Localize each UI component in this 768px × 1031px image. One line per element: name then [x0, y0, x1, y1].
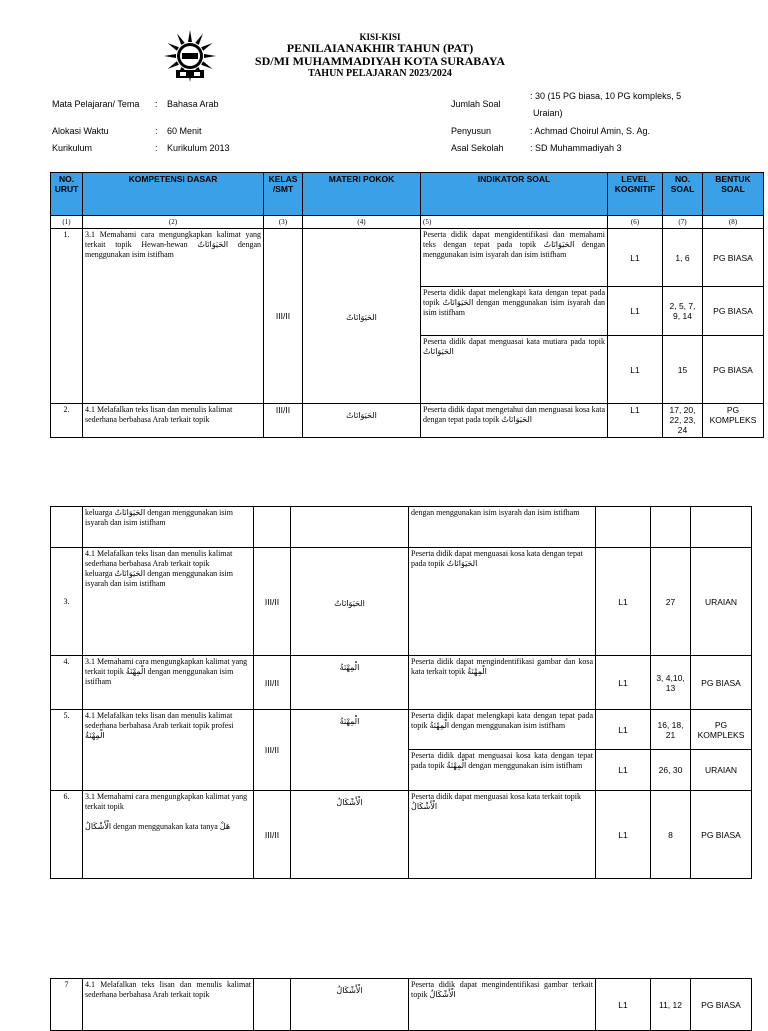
column-number: (3): [264, 216, 303, 229]
table-row: [51, 656, 752, 710]
column-header: NO. SOAL: [663, 173, 703, 216]
question-number-cell: 16, 18, 21: [651, 710, 691, 750]
meta-count-value-2: Uraian): [533, 108, 563, 118]
question-type-cell: PG BIASA: [703, 287, 764, 336]
arabic-term: الْمِهْنَةُ: [85, 731, 105, 740]
level-cell: L1: [596, 548, 651, 656]
question-number-cell: [651, 507, 691, 548]
arabic-term: الْمِهْنَةُ: [429, 721, 450, 730]
class-cell: III/II: [254, 656, 291, 710]
class-cell: [254, 507, 291, 548]
row-number: [51, 507, 83, 548]
arabic-term: الحَيَوَانَاتُ: [543, 240, 575, 249]
column-number-row: [51, 216, 764, 229]
arabic-term: الْمِهْنَةُ: [339, 717, 360, 726]
arabic-term: الحَيَوَانَاتُ: [114, 569, 146, 578]
indicator-text: dengan menggunakan isim isyarah dan isim istifham: [423, 298, 606, 317]
competency-text: dengan menggunakan kata tanya: [113, 822, 218, 831]
indicator-cell: [409, 548, 596, 656]
class-cell: III/II: [254, 548, 291, 656]
row-number: 3.: [51, 548, 83, 656]
column-number: (6): [608, 216, 663, 229]
topic-cell: [291, 656, 409, 710]
arabic-term: الحَيَوَانَاتُ: [446, 559, 478, 568]
indicator-text: Peserta didik dapat menguasai kosa kata dengan tepat pada topik: [411, 751, 593, 770]
class-cell: III/II: [254, 710, 291, 791]
arabic-term: الحَيَوَانَاتُ: [501, 415, 532, 424]
question-number-cell: 2, 5, 7, 9, 14: [663, 287, 703, 336]
meta-colon: :: [155, 126, 158, 136]
meta-time-label: Alokasi Waktu: [52, 126, 109, 136]
indicator-text: Peserta didik dapat mengidentifikasi dan memahami teks dengan tepat pada topik: [423, 230, 605, 249]
indicator-text: Peserta didik dapat menguasai kosa kata terkait topik: [411, 792, 581, 801]
topic-cell: [291, 507, 409, 548]
table-row: [51, 507, 752, 548]
competency-cell: [83, 548, 254, 656]
table-row: [51, 229, 764, 287]
question-type-cell: URAIAN: [691, 750, 752, 791]
question-type-cell: PG BIASA: [703, 336, 764, 404]
topic-cell: [303, 229, 421, 404]
arabic-term: الحَيَوَانَاتُ: [334, 598, 365, 608]
meta-author-label: Penyusun: [451, 126, 492, 136]
question-type-cell: PG KOMPLEKS: [703, 404, 764, 438]
column-header: KOMPETENSI DASAR: [83, 173, 264, 216]
competency-text: keluarga: [85, 508, 113, 517]
meta-left: [52, 99, 352, 159]
question-type-cell: URAIAN: [691, 548, 752, 656]
question-type-cell: PG BIASA: [703, 229, 764, 287]
topic-cell: [291, 710, 409, 791]
arabic-term: الْمِهْنَةُ: [339, 663, 360, 672]
competency-cell: [83, 656, 254, 710]
level-cell: L1: [608, 229, 663, 287]
column-number: (1): [51, 216, 83, 229]
question-number-cell: 27: [651, 548, 691, 656]
indicator-cell: [421, 336, 608, 404]
row-number: 6.: [51, 791, 83, 879]
indicator-text: Peserta didik dapat menguasai kata mutiara pada topik: [423, 337, 605, 346]
indicator-text: dengan menggunakan isim istifham: [468, 761, 583, 770]
arabic-term: الْأَشْكَالُ: [411, 802, 438, 811]
meta-subject-label: Mata Pelajaran/ Tema: [52, 99, 140, 109]
title-line-4: TAHUN PELAJARAN 2023/2024: [308, 68, 452, 79]
class-cell: III/II: [254, 791, 291, 879]
indicator-cell: [409, 979, 596, 1031]
arabic-term: الْمِهْنَةُ: [125, 667, 146, 676]
indicator-text: Peserta didik dapat melengkapi kata dengan tepat pada topik: [411, 711, 593, 730]
arabic-term: الحَيَوَانَاتُ: [114, 508, 146, 517]
column-number: (8): [703, 216, 764, 229]
meta-right: [451, 91, 721, 161]
indicator-text: dengan menggunakan isim isyarah dan isim istifham: [423, 240, 605, 259]
level-cell: L1: [596, 710, 651, 750]
table-row: [51, 548, 752, 656]
meta-count-value-1: : 30 (15 PG biasa, 10 PG kompleks, 5: [530, 91, 682, 101]
indicator-cell: [421, 404, 608, 438]
grid-table-3: [50, 978, 752, 1031]
table-row: [51, 710, 752, 750]
indicator-text: Peserta didik dapat mengindentifikasi gambar dan kosa kata terkait topik: [411, 657, 593, 676]
meta-school-label: Asal Sekolah: [451, 143, 504, 153]
indicator-cell: dengan menggunakan isim isyarah dan isim istifham: [409, 507, 596, 548]
level-cell: L1: [596, 979, 651, 1031]
table-row: [51, 404, 764, 438]
arabic-term: الحَيَوَانَاتُ: [442, 298, 474, 307]
table-row: [51, 791, 752, 879]
meta-author-value: : Achmad Choirul Amin, S. Ag.: [530, 126, 651, 136]
row-number: 5.: [51, 710, 83, 791]
arabic-term: الحَيَوَانَاتُ: [346, 313, 377, 322]
meta-colon: :: [155, 99, 158, 109]
column-number: (5): [421, 216, 608, 229]
class-cell: III/II: [264, 229, 303, 404]
competency-text: 4.1 Melafalkan teks lisan dan menulis kalimat sederhana berbahasa Arab terkait topik profesi: [85, 711, 234, 730]
question-number-cell: 8: [651, 791, 691, 879]
column-header: KELAS /SMT: [264, 173, 303, 216]
column-header: INDIKATOR SOAL: [421, 173, 608, 216]
competency-text: 4.1 Melafalkan teks lisan dan menulis kalimat sederhana berbahasa Arab terkait topik: [85, 549, 233, 568]
column-header: MATERI POKOK: [303, 173, 421, 216]
arabic-term: الْمِهْنَةُ: [467, 667, 487, 676]
meta-curriculum-value: Kurikulum 2013: [167, 143, 230, 153]
question-type-cell: PG BIASA: [691, 656, 752, 710]
row-number: 4.: [51, 656, 83, 710]
column-number: (7): [663, 216, 703, 229]
level-cell: L1: [596, 656, 651, 710]
competency-text: dengan menggunakan isim istifham: [85, 667, 234, 686]
column-number: (4): [303, 216, 421, 229]
class-cell: [254, 979, 291, 1031]
indicator-cell: [409, 791, 596, 879]
question-type-cell: [691, 507, 752, 548]
row-number: 2.: [51, 404, 83, 438]
question-type-cell: PG BIASA: [691, 979, 752, 1031]
meta-school-value: : SD Muhammadiyah 3: [530, 143, 622, 153]
indicator-cell: [409, 750, 596, 791]
grid-table-2: [50, 506, 752, 879]
meta-colon: :: [155, 143, 158, 153]
indicator-text: Peserta didik dapat melengkapi kata dengan tepat pada topik: [423, 288, 605, 307]
topic-cell: [291, 548, 409, 656]
level-cell: L1: [596, 750, 651, 791]
arabic-term: الْأَشْكَالُ: [336, 798, 363, 807]
competency-cell: [83, 507, 254, 548]
competency-cell: 4.1 Melafalkan teks lisan dan menulis kalimat sederhana berbahasa Arab terkait topik: [83, 404, 264, 438]
question-number-cell: 1, 6: [663, 229, 703, 287]
question-type-cell: PG BIASA: [691, 791, 752, 879]
arabic-term: هَلْ: [219, 822, 231, 831]
meta-time-value: 60 Menit: [167, 126, 202, 136]
question-number-cell: 11, 12: [651, 979, 691, 1031]
arabic-term: الحَيَوَانَاتُ: [423, 347, 454, 356]
level-cell: L1: [608, 287, 663, 336]
meta-subject-value: Bahasa Arab: [167, 99, 219, 109]
competency-text: dengan menggunakan isim isyarah dan isim istifham: [85, 569, 233, 588]
indicator-text: Peserta didik dapat mengetahui dan menguasai kosa kata dengan tepat pada topik: [423, 405, 605, 424]
question-number-cell: 17, 20, 22, 23, 24: [663, 404, 703, 438]
title-line-2: PENILAIANAKHIR TAHUN (PAT): [286, 41, 474, 55]
indicator-cell: [421, 287, 608, 336]
competency-text: dengan menggunakan isim isyarah dan isim istifham: [85, 508, 233, 527]
topic-cell: [303, 404, 421, 438]
indicator-text: Peserta didik dapat menguasai kosa kata dengan tepat pada topik: [411, 549, 583, 568]
row-number: 7: [51, 979, 83, 1031]
arabic-term: الْأَشْكَالُ: [429, 990, 456, 999]
competency-text: dengan menggunakan isim istifham: [85, 240, 262, 259]
arabic-term: الْأَشْكَالُ: [85, 822, 112, 831]
arabic-term: الحَيَوَانَاتُ: [346, 411, 377, 420]
indicator-cell: [409, 710, 596, 750]
arabic-term: الْأَشْكَالُ: [336, 986, 363, 995]
indicator-cell: [409, 656, 596, 710]
level-cell: [596, 507, 651, 548]
question-number-cell: 26, 30: [651, 750, 691, 791]
document-title: [200, 32, 560, 80]
indicator-text: Peserta didik dapat mengindentifikasi gambar terkait topik: [411, 980, 593, 999]
column-header: BENTUK SOAL: [703, 173, 764, 216]
column-number: (2): [83, 216, 264, 229]
question-number-cell: 15: [663, 336, 703, 404]
question-type-cell: PG KOMPLEKS: [691, 710, 752, 750]
meta-count-label: Jumlah Soal: [451, 99, 501, 109]
column-header: LEVEL KOGNITIF: [608, 173, 663, 216]
class-cell: III/II: [264, 404, 303, 438]
level-cell: L1: [608, 404, 663, 438]
arabic-term: الحَيَوَانَاتُ: [197, 240, 229, 249]
level-cell: L1: [596, 791, 651, 879]
table-row: [51, 979, 752, 1031]
table-header-row: [51, 173, 764, 216]
row-number: 1.: [51, 229, 83, 404]
competency-text: 3.1 Memahami cara mengungkapkan kalimat yang terkait topik Hewan-hewan: [85, 230, 261, 249]
arabic-term: الْمِهْنَةُ: [446, 761, 467, 770]
topic-cell: [291, 979, 409, 1031]
title-line-1: KISI-KISI: [359, 32, 401, 42]
column-header: NO. URUT: [51, 173, 83, 216]
competency-text: 3.1 Memahami cara mengungkapkan kalimat yang terkait topik: [85, 657, 248, 676]
competency-cell: [83, 791, 254, 879]
competency-cell: 4.1 Melafalkan teks lisan dan menulis kalimat sederhana berbahasa Arab terkait topik: [83, 979, 254, 1031]
competency-text: 3.1 Memahami cara mengungkapkan kalimat yang terkait topik: [85, 792, 248, 811]
level-cell: L1: [608, 336, 663, 404]
grid-table-1: [50, 172, 764, 438]
competency-text: keluarga: [85, 569, 113, 578]
meta-curriculum-label: Kurikulum: [52, 143, 93, 153]
topic-cell: [291, 791, 409, 879]
competency-cell: [83, 229, 264, 404]
competency-cell: [83, 710, 254, 791]
title-line-3: SD/MI MUHAMMADIYAH KOTA SURABAYA: [254, 54, 506, 68]
question-number-cell: 3, 4,10, 13: [651, 656, 691, 710]
indicator-text: dengan menggunakan isim istifham: [451, 721, 566, 730]
indicator-cell: [421, 229, 608, 287]
